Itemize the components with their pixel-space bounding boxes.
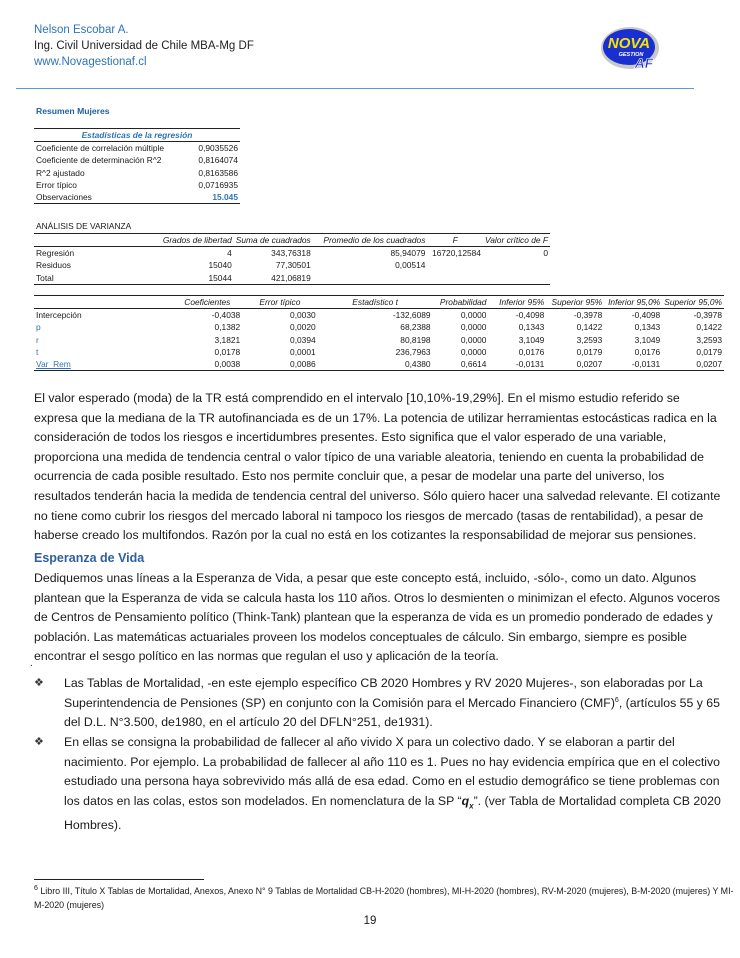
author-credentials: Ing. Civil Universidad de Chile MBA-Mg DF	[34, 40, 254, 52]
section-heading: Esperanza de Vida	[34, 551, 145, 565]
diamond-bullet-icon: ❖	[34, 677, 44, 689]
table-row	[34, 167, 240, 179]
table-row: Total 15044 421,06819	[34, 272, 550, 285]
col-header: Suma de cuadrados	[235, 235, 311, 246]
table-row: Residuos 15040 77,30501 0,00514	[36, 260, 426, 271]
svg-text:GESTION: GESTION	[618, 52, 644, 58]
coefficients-table	[34, 295, 724, 371]
footnote-separator	[34, 879, 204, 880]
col-header: Grados de libertad	[162, 235, 232, 246]
table-row: p 0,1382 0,0020 68,2388 0,0000 0,1343 0,1422 0,1343 0,1422	[36, 322, 722, 333]
table-row: Intercepción -0,4038 0,0030 -132,6089 0,0000 -0,4098 -0,3978 -0,4098 -0,3978	[36, 310, 722, 321]
website-link[interactable]: www.Novagestionaf.cl	[34, 56, 147, 68]
col-header: Promedio de los cuadrados	[313, 234, 428, 247]
list-item: ❖ En ellas se consigna la probabilidad de fallecer al año vivido X para un colectivo dado. Y se elaboran a partir del nacimiento. Por ejemplo. La probabilidad de fallecer al año 110 es 1. Pues no hay evidencia empírica que en el colectivo estudiado una persona haya sobrevivido más allá de esa edad. Como en el estudio demográfico se tiene problemas con los datos en las colas, estos son modelados. En nomenclatura de la SP “$q_x$”. (ver Tabla de Mortalidad completa CB 2020 Hombres).	[34, 735, 721, 832]
col-header: Probabilidad	[433, 296, 489, 309]
table-row	[34, 142, 240, 155]
observations-value: 15.045	[189, 191, 240, 204]
nova-gestion-logo	[600, 22, 662, 80]
col-header: Valor crítico de F	[483, 234, 550, 247]
stat-value: 0,9035526	[198, 143, 238, 154]
table-row	[34, 191, 240, 204]
col-header: Superior 95%	[546, 296, 604, 309]
table-row: Var_Rem 0,0038 0,0086 0,4380 0,6614 -0,0131 0,0207 -0,0131 0,0207	[36, 359, 722, 370]
col-header: Inferior 95,0%	[604, 296, 662, 309]
stat-label: Coeficiente de determinación R^2	[36, 155, 162, 166]
stat-value: 0,8164074	[198, 155, 238, 166]
stray-mark: .	[30, 658, 33, 669]
footnote: $^6$ Libro III, Título X Tablas de Mortalidad, Anexos, Anexo N° 9 Tablas de Mortalidad CB-H-2020 (hombres), MI-H-2020 (hombres), RV-M-2020 (mujeres), B-M-2020 (mujeres) Y MI-M-2020 (mujeres)	[34, 885, 734, 910]
table-row	[34, 154, 240, 166]
table-row: r 3,1821 0,0394 80,8198 0,0000 3,1049 3,2593 3,1049 3,2593	[36, 334, 722, 345]
author-name: Nelson Escobar A.	[34, 24, 129, 36]
table-row	[34, 179, 240, 191]
regression-stats-table	[34, 128, 240, 204]
col-header: Superior 95,0%	[662, 296, 724, 309]
footnote-ref[interactable]: 6	[614, 696, 619, 704]
header-divider	[16, 88, 694, 89]
col-header: Coeficientes	[173, 296, 243, 309]
diamond-bullet-icon: ❖	[34, 736, 44, 748]
col-header: Inferior 95%	[488, 296, 546, 309]
anova-title: ANÁLISIS DE VARIANZA	[36, 221, 132, 231]
body-paragraph: Dediquemos unas líneas a la Esperanza de Vida, a pesar que este concepto está, incluido, -sólo-, como un dato. Algunos plantean que la Esperanza de vida se calcula hasta los 110 años. Otros lo desmienten o minimizan el efecto. Algunos voceros de Centros de Pensamiento político (Think-Tank) plantean que la esperanza de vida es un promedio ponderado de edades y población. Las matemáticas actuariales proveen los modelos conceptuales de cálculo. Sin embargo, siempre es posible encontrar el sesgo político en las normas que regulan el uso y aplicación de la teoría.	[34, 571, 721, 664]
col-header: F	[427, 234, 483, 247]
list-item: ❖ Las Tablas de Mortalidad, -en este ejemplo específico CB 2020 Hombres y RV 2020 Mujeres-, son elaboradas por La Superintendencia de Pensiones (SP) en conjunto con la Comisión para el Mercado Financiero (CMF)$^6$, (artículos 55 y 65 del D.L. N°3.500, de1980, en el artículo 20 del DFLN°251, de1931).	[34, 676, 720, 730]
col-header: Error típico	[242, 296, 317, 309]
regression-stats-heading: Estadísticas de la regresión	[34, 129, 240, 142]
stat-value: 0,0716935	[198, 179, 238, 190]
body-paragraph: El valor esperado (moda) de la TR está comprendido en el intervalo [10,10%-19,29%]. En el mismo estudio referido se expresa que la mediana de la TR autofinanciada es de un 17%. La potencia de utilizar herramientas estocásticas radica en la consideración de todos los riesgos e incertidumbres presentes. Esto significa que el valor esperado de una variable, proporciona una medida de tendencia central o valor típico de una variable aleatoria, teniendo en cuenta la probabilidad de ocurrencia de cada posible resultado. Esto nos permite concluir que, a pesar de modelar una parte del universo, los resultados tenderán hacia la medida de tendencia central del universo. Sólo quiero hacer una salvedad relevante. El cotizante no tiene como cubrir los riesgos del mercado laboral ni tampoco los riesgos de mercado (tasas de rentabilidad), a pesar de haberse creado los multifondos. Razón por la cual no está en los cotizantes la responsabilidad de mejorar sus pensiones.	[34, 391, 721, 543]
svg-text:NOVA: NOVA	[607, 35, 651, 52]
page-number: 19	[363, 915, 377, 927]
svg-text:AF: AF	[634, 55, 654, 71]
table-row: Regresión 4 343,76318 85,94079 16720,12584 0	[36, 248, 548, 259]
summary-title: Resumen Mujeres	[36, 106, 110, 116]
stat-value: 0,8163586	[198, 167, 238, 178]
col-header: Estadístico t	[318, 296, 433, 309]
stat-label: R^2 ajustado	[36, 167, 85, 178]
stat-label: Error típico	[36, 179, 77, 190]
stat-label: Coeficiente de correlación múltiple	[36, 143, 165, 154]
qx-symbol: q	[461, 793, 470, 808]
stat-label: Observaciones	[34, 191, 189, 204]
table-row: t 0,0178 0,0001 236,7963 0,0000 0,0176 0,0179 0,0176 0,0179	[36, 346, 722, 357]
anova-table	[34, 233, 550, 285]
